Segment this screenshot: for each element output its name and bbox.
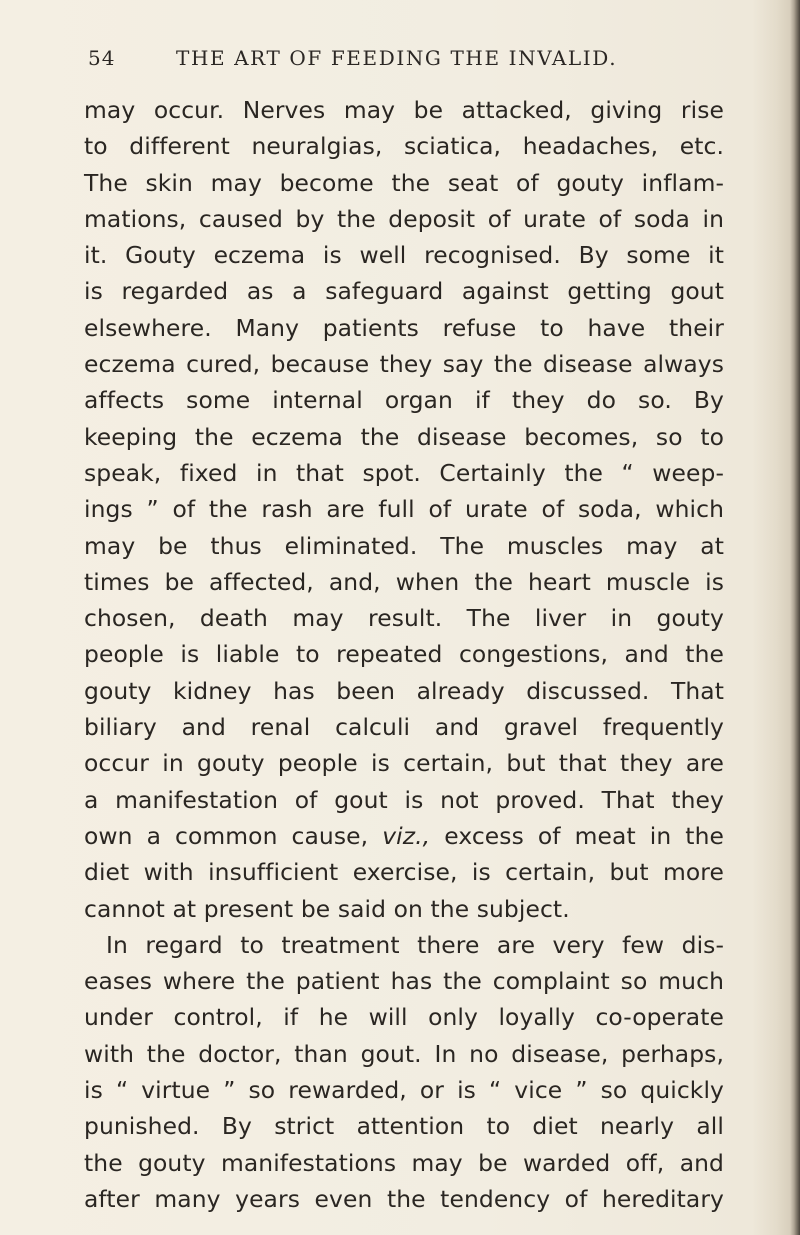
italic-viz: viz., (382, 821, 431, 850)
text-line: mations, caused by the deposit of urate of soda in (84, 204, 724, 233)
text-line: cannot at present be said on the subject. (84, 894, 570, 923)
text-line: occur in gouty people is certain, but that they are (84, 749, 724, 778)
text-line: is “ virtue ” so rewarded, or is “ vice ” so quickly (84, 1076, 724, 1105)
page-number: 54 (88, 46, 116, 70)
text-line: biliary and renal calculi and gravel frequently (84, 713, 724, 742)
page-edge-shadow (790, 0, 800, 1235)
text-line: a manifestation of gout is not proved. That they (84, 785, 724, 814)
text-line: diet with insufficient exercise, is certain, but more (84, 858, 724, 887)
body-text (84, 92, 724, 1217)
text-line: ings ” of the rash are full of urate of soda, which (84, 495, 724, 524)
running-head (88, 46, 718, 86)
text-line: the gouty manifestations may be warded off, and (84, 1148, 724, 1177)
text-line-paragraph-start: In regard to treatment there are very few dis- (106, 930, 724, 959)
text-line: may occur. Nerves may be attacked, giving rise (84, 96, 724, 124)
text-line: is regarded as a safeguard against getting gout (84, 277, 724, 306)
text-line (84, 818, 724, 854)
text-line: eczema cured, because they say the disease always (84, 350, 724, 379)
text-line: times be affected, and, when the heart muscle is (84, 567, 724, 596)
text-line: people is liable to repeated congestions, and the (84, 640, 724, 669)
text-line: punished. By strict attention to diet nearly all (84, 1112, 724, 1141)
text-line: affects some internal organ if they do so. By (84, 386, 724, 415)
text-line-prefix: own a common cause, (84, 821, 369, 850)
text-line: keeping the eczema the disease becomes, so to (84, 422, 724, 451)
text-line: it. Gouty eczema is well recognised. By some it (84, 241, 724, 270)
text-line: eases where the patient has the complaint so much (84, 967, 724, 996)
text-line: gouty kidney has been already discussed. That (84, 676, 724, 705)
running-title: THE ART OF FEEDING THE INVALID. (176, 46, 618, 70)
text-line: to different neuralgias, sciatica, headaches, etc. (84, 132, 724, 161)
text-line: elsewhere. Many patients refuse to have their (84, 313, 724, 342)
text-line: speak, fixed in that spot. Certainly the “ weep- (84, 458, 724, 487)
text-line: may be thus eliminated. The muscles may at (84, 531, 724, 560)
text-line: chosen, death may result. The liver in gouty (84, 604, 724, 633)
text-line: The skin may become the seat of gouty inflam- (84, 168, 724, 197)
text-line: under control, if he will only loyally co-operate (84, 1003, 724, 1032)
text-line: after many years even the tendency of hereditary (84, 1184, 724, 1213)
text-line-suffix: excess of meat in the (444, 821, 724, 850)
text-line: with the doctor, than gout. In no disease, perhaps, (84, 1039, 724, 1068)
